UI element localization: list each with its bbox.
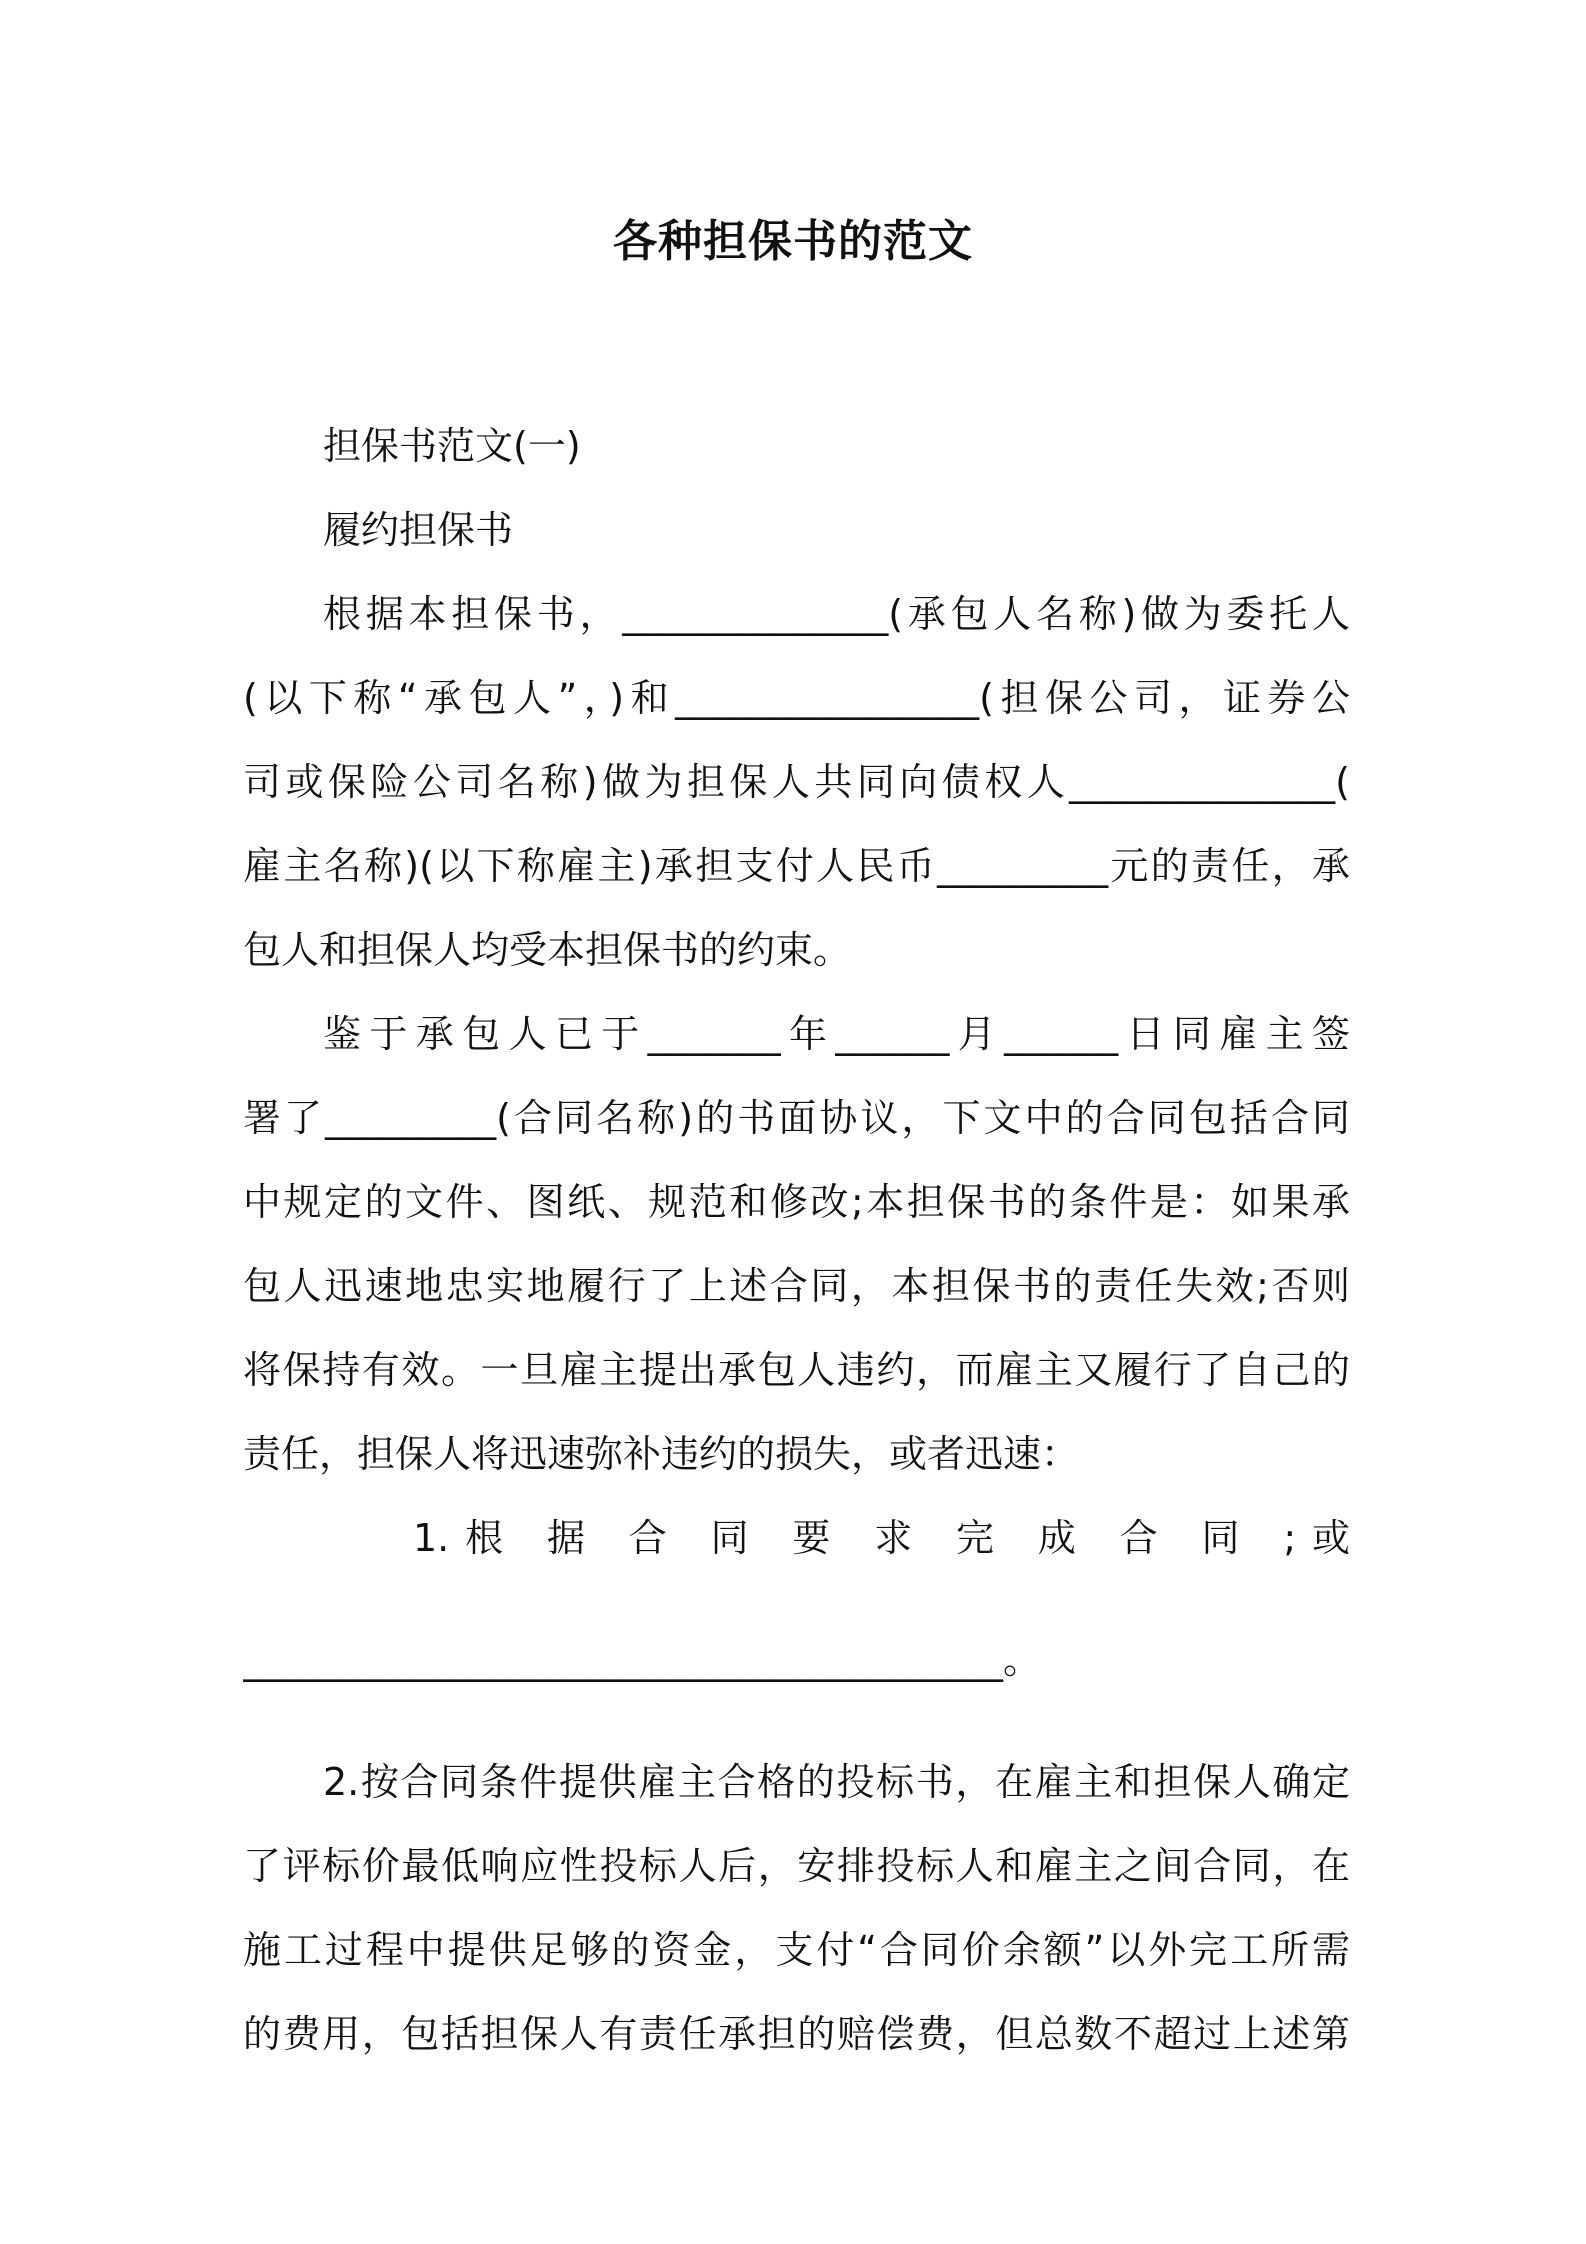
paragraph-line: 司或保险公司名称)做为担保人共同向债权人______________( <box>243 760 1350 804</box>
paragraph-line: 根据本担保书，______________(承包人名称)做为委托人 <box>323 592 1350 636</box>
document-body <box>243 404 1350 2076</box>
subsection-heading: 履约担保书 <box>323 508 514 552</box>
section-heading: 担保书范文(一) <box>323 424 581 468</box>
paragraph-line: (以下称“承包人”，)和________________(担保公司，证券公 <box>243 676 1350 720</box>
paragraph-line: 雇主名称)(以下称雇主)承担支付人民币_________元的责任，承 <box>243 844 1350 888</box>
list-item-2: 2.按合同条件提供雇主合格的投标书，在雇主和担保人确定 <box>323 1760 1350 1804</box>
paragraph-line: 将保持有效。一旦雇主提出承包人违约，而雇主又履行了自己的 <box>243 1348 1350 1392</box>
paragraph-line: 鉴于承包人已于_______年______月______日同雇主签 <box>323 1012 1350 1056</box>
document-title: 各种担保书的范文 <box>613 216 973 267</box>
fill-in-blank-line: ________________________________________。 <box>243 1638 1042 1682</box>
paragraph-line: 施工过程中提供足够的资金，支付“合同价余额”以外完工所需 <box>243 1928 1350 1972</box>
paragraph-line: 署了_________(合同名称)的书面协议，下文中的合同包括合同 <box>243 1096 1350 1140</box>
paragraph-line: 中规定的文件、图纸、规范和修改;本担保书的条件是：如果承 <box>243 1180 1350 1224</box>
paragraph-line: 包人迅速地忠实地履行了上述合同，本担保书的责任失效;否则 <box>243 1264 1350 1308</box>
paragraph-line: 责任，担保人将迅速弥补违约的损失，或者迅速： <box>243 1432 1080 1476</box>
paragraph-line: 包人和担保人均受本担保书的约束。 <box>243 928 852 972</box>
paragraph-line: 的费用，包括担保人有责任承担的赔偿费，但总数不超过上述第 <box>243 2012 1350 2056</box>
list-item-1: 1.根 据 合 同 要 求 完 成 合 同 ;或 <box>413 1516 1350 1560</box>
paragraph-line: 了评标价最低响应性投标人后，安排投标人和雇主之间合同，在 <box>243 1844 1350 1888</box>
